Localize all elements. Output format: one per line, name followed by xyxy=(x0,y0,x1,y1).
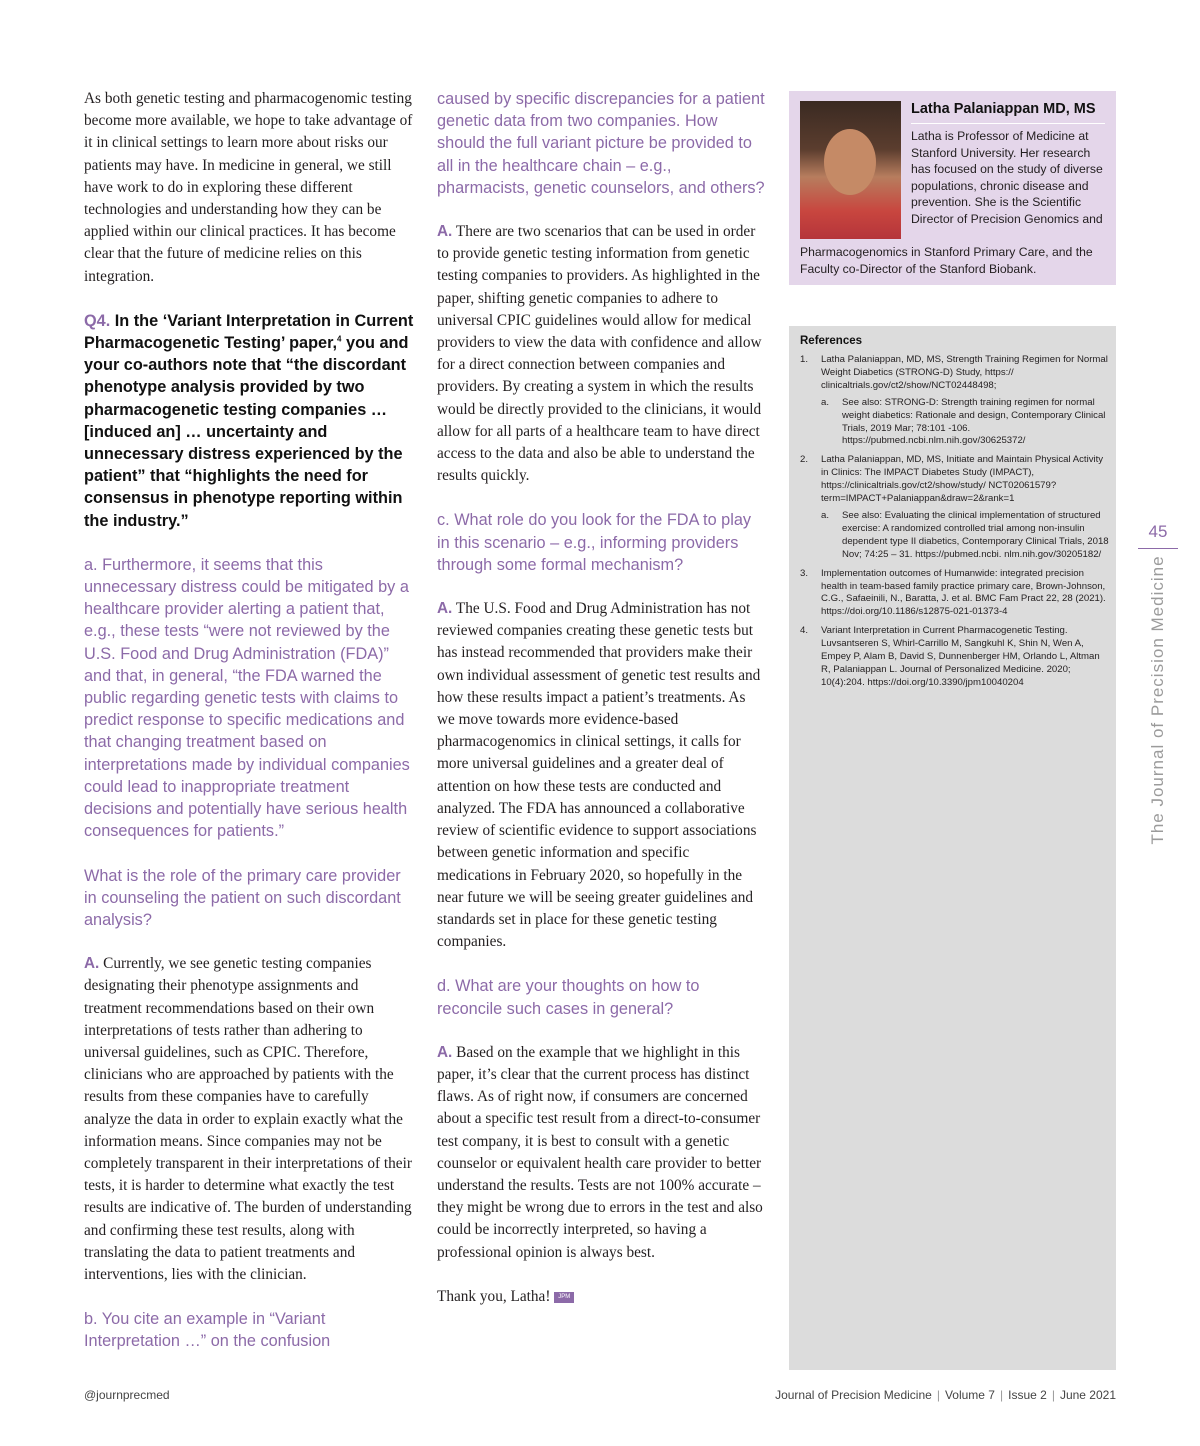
footer-journal-name: Journal of Precision Medicine xyxy=(775,1388,932,1402)
footer-volume: Volume 7 xyxy=(944,1388,995,1402)
answer-a xyxy=(84,953,414,1286)
answer-c-text: The U.S. Food and Drug Administration has not reviewed companies creating these genetic tests but has instead recommended that providers make their own individual assessment of genetic test results and how these results impact a patient’s treatments. As we move towards more evidence-based pharmacogenomics in clinical settings, it calls for more universal guidelines and a greater deal of attention on how these tests are conducted and analyzed. The FDA has announced a collaborative review of scientific evidence to support associations between genetic information and specific medications in February 2020, so hopefully in the near future we will be seeing greater guidelines and standards set in place for these genetic testing companies. xyxy=(437,600,761,951)
q4-citation: 4 xyxy=(337,334,342,344)
footer-social-handle: @journprecmed xyxy=(84,1388,170,1402)
references-list xyxy=(800,354,1110,692)
thanks-text: Thank you, Latha! xyxy=(437,1287,551,1305)
question-a: a. Furthermore, it seems that this unnecessary distress could be mitigated by a healthcare provider alerting a patient that, e.g., these tests “were not reviewed by the U.S. Food and Drug Administration (FDA)” and that, in general, “the FDA warned the public regarding genetic tests with claims to predict response to specific medications and that changing treatment based on interpretations made by individual companies could lead to inappropriate treatment decisions and potentially have serious health consequences for patients.” xyxy=(84,555,410,841)
reference-item xyxy=(800,625,1110,690)
reference-text: Latha Palaniappan, MD, MS, Strength Training Regimen for Normal Weight Diabetics (STRONG-D) Study, https:// clinicaltrials.gov/ct2/show/NCT02448498; xyxy=(821,354,1108,391)
reference-text: Variant Interpretation in Current Pharmacogenetic Testing. Luvsantseren S, Whirl-Carrillo M, Sangkuhl K, Shin N, Wen A, Empey P, Alam B, David S, Dunnenberger HM, Orlando L, Altman R, Palaniappan L. Journal of Personalized Medicine. 2020; 10(4):204. https://doi.org/10.3390/jpm10040204 xyxy=(821,625,1100,688)
answer-d xyxy=(437,1042,767,1264)
closing-thanks xyxy=(437,1286,767,1308)
reference-subnumber: a. xyxy=(821,396,830,408)
reference-item xyxy=(800,454,1110,561)
references-box xyxy=(789,326,1116,1370)
answer-b xyxy=(437,221,767,487)
article-column-2 xyxy=(437,88,767,1308)
author-bio-box xyxy=(789,91,1116,285)
answer-mark: A. xyxy=(84,955,100,973)
answer-mark: A. xyxy=(437,600,453,618)
reference-subtext: See also: STRONG-D: Strength training regimen for normal weight diabetics: Rationale and design, Contemporary Clinical Trials, 2019 Mar; 78:101 -106. https://pubmed.ncbi.nlm.nih.gov/30625372/ xyxy=(842,396,1106,447)
intro-paragraph: As both genetic testing and pharmacogenomic testing become more available, we hope to take advantage of it in clinical settings to learn more about risks our patients may have. In medicine in general, we still have work to do in exploring these different technologies and understanding how they can be applied within our clinical practices. It has become clear that the future of medicine relies on this integration. xyxy=(84,90,413,285)
footer-issue: Issue 2 xyxy=(1008,1388,1047,1402)
reference-subtext: See also: Evaluating the clinical implementation of structured exercise: A randomized controlled trial among non-insulin dependent type II diabetics, Contemporary Clinical Trials, 2018 Nov; 74:25 – 31. https://pubmed.ncbi. nlm.nih.gov/30205182/ xyxy=(842,509,1109,560)
answer-c xyxy=(437,598,767,953)
reference-item xyxy=(800,568,1110,620)
footer-date: June 2021 xyxy=(1059,1388,1116,1402)
question-b: b. You cite an example in “Variant Interpretation …” on the confusion xyxy=(84,1310,331,1351)
reference-text: Latha Palaniappan, MD, MS, Initiate and Maintain Physical Activity in Clinics: The IMPACT Diabetes Study (IMPACT), https://clinicaltrials.gov/ct2/show/study/ NCT02061579?term=IMPACT+Palaniappan&draw=2&rank=1 xyxy=(821,454,1104,505)
reference-text: Implementation outcomes of Humanwide: integrated precision health in team-based family practice primary care, Brown-Johnson, C.G., Safaeinili, N., Baratta, J. et al. BMC Fam Pract 22, 28 (2021). https://doi.org/10.1186/s12875-021-01373-4 xyxy=(821,567,1106,618)
footer-journal-info xyxy=(775,1388,1116,1402)
author-name: Latha Palaniappan MD, MS xyxy=(911,101,1096,117)
reference-subitem xyxy=(821,397,1110,449)
reference-number: 2. xyxy=(800,454,809,466)
page-number: 45 xyxy=(1148,522,1168,541)
q4-text-b: you and your co-authors note that “the discordant phenotype analysis provided by two pharmacogenetic testing companies … [induced an] … uncertainty and unnecessary distress experienced by the patient” that “highlights the need for consensus in phenotype reporting within the industry.” xyxy=(84,334,409,530)
reference-subnumber: a. xyxy=(821,509,830,521)
answer-b-text: There are two scenarios that can be used in order to provide genetic testing information from genetic testing companies to providers. As highlighted in the paper, shifting genetic companies to adhere to universal CPIC guidelines would allow for medical providers to view the data with confidence and allow for a direct connection between companies and providers. By creating a system in which the results would be directly provided to the clinicians, it would allow for all parts of a healthcare team to have direct access to the data and also be able to understand the results quickly. xyxy=(437,223,762,485)
question-a-part-2: What is the role of the primary care provider in counseling the patient on such discordant analysis? xyxy=(84,866,401,929)
answer-mark: A. xyxy=(437,1043,453,1061)
reference-number: 1. xyxy=(800,354,809,365)
question-b-continued: caused by specific discrepancies for a patient genetic data from two companies. How should the full variant picture be provided to all in the healthcare chain – e.g., pharmacists, genetic counselors, and others? xyxy=(437,90,765,197)
author-face-icon xyxy=(824,129,876,195)
q4-text-a: In the ‘Variant Interpretation in Current Pharmacogenetic Testing’ paper, xyxy=(84,311,414,353)
question-d: d. What are your thoughts on how to reconcile such cases in general? xyxy=(437,977,700,1018)
author-bio-text: Latha is Professor of Medicine at Stanford University. Her research has focused on the study of diverse populations, chronic disease and prevention. She is the Scientific Director of Precision Genomics and xyxy=(911,129,1103,226)
references-title: References xyxy=(800,335,863,347)
journal-vertical-title: The Journal of Precision Medicine xyxy=(1148,555,1167,845)
page-number-rule xyxy=(1138,548,1178,549)
reference-subitem xyxy=(821,510,1110,562)
reference-number: 3. xyxy=(800,567,809,579)
q4-label: Q4. xyxy=(84,311,111,330)
question-4 xyxy=(84,310,414,532)
reference-item xyxy=(800,354,1110,448)
answer-a-text: Currently, we see genetic testing companies designating their phenotype assignments and treatment recommendations based on their own interpretations of tests rather than adhering to universal guidelines, such as CPIC. Therefore, clinicians who are approached by patients with the results from these companies have to carefully analyze the data in order to explain exactly what the information means. Since companies may not be completely transparent in their interpretations of their tests, it is harder to determine what exactly the test results are indicative of. The burden of understanding and confirming these test results, along with translating the data to patient treatments and interventions, lies with the clinician. xyxy=(84,955,412,1283)
footer-separator: | xyxy=(936,1388,940,1402)
footer-separator: | xyxy=(1051,1388,1055,1402)
answer-mark: A. xyxy=(437,223,453,241)
reference-number: 4. xyxy=(800,625,809,637)
answer-d-text: Based on the example that we highlight in this paper, it’s clear that the current process has distinct flaws. As of right now, if consumers are concerned about a specific test result from a direct-to-consumer test company, it is best to consult with a genetic counselor or equivalent health care provider to better understand the results. Tests are not 100% accurate – they might be wrong due to errors in the test and also could be incorrectly interpreted, so having a professional opinion is always best. xyxy=(437,1043,763,1261)
author-photo xyxy=(800,101,901,239)
question-c: c. What role do you look for the FDA to play in this scenario – e.g., informing providers through some formal mechanism? xyxy=(437,511,752,574)
author-bio-text-continued: Pharmacogenomics in Stanford Primary Care, and the Faculty co-Director of the Stanford Biobank. xyxy=(800,245,1093,276)
footer-separator: | xyxy=(999,1388,1004,1402)
jpm-end-mark-icon: JPM xyxy=(554,1292,574,1303)
article-column-1 xyxy=(84,88,414,1353)
bio-divider xyxy=(911,123,1105,124)
